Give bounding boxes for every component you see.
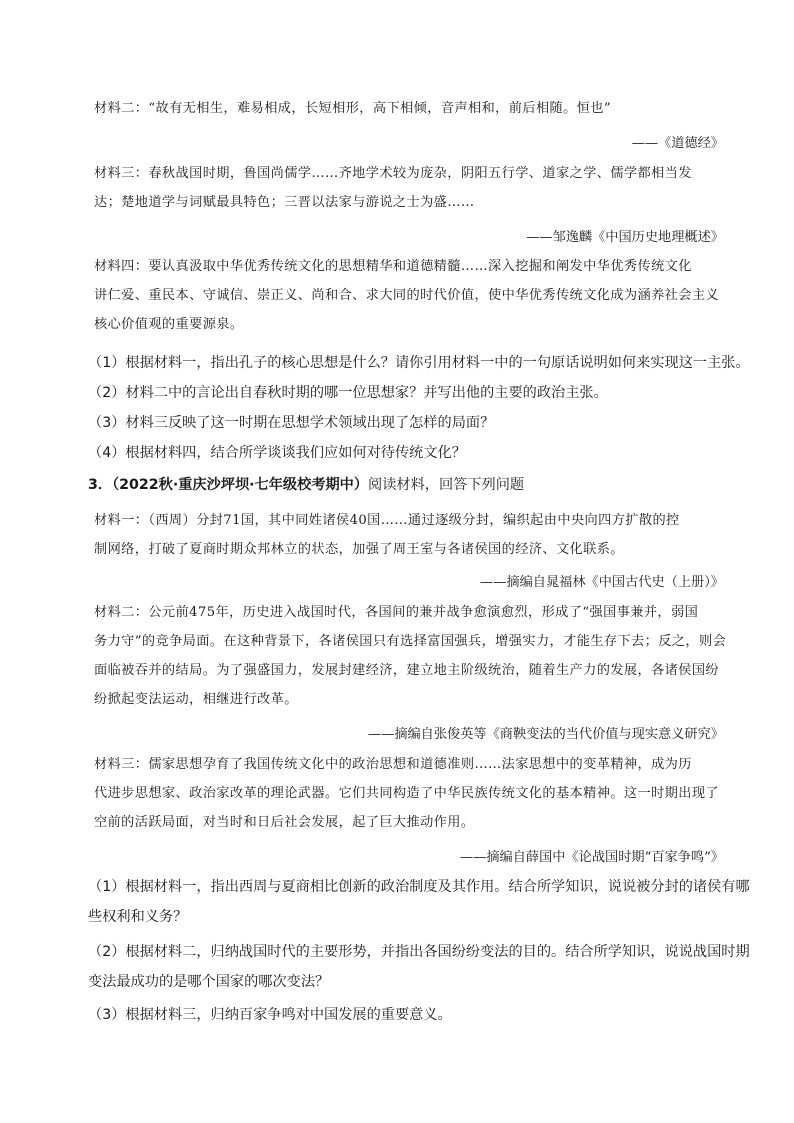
material-2-text: 材料二：“故有无相生，难易相成，长短相形，高下相倾，音声相和，前后相随。恒也” (94, 101, 612, 116)
q3-material-1-source: ——摘编自晁福林《中国古代史（上册）》 (480, 575, 724, 590)
q3-material-3-source: ——摘编自薛国中《论战国时期“百家争鸣”》 (459, 850, 724, 865)
q3-material-2-line-1: 材料二：公元前475年，历史进入战国时代，各国间的兼并战争愈演愈烈，形成了“强国事兼并，弱国 (94, 605, 699, 620)
question-3-heading (88, 474, 524, 494)
question-3: （3）材料三反映了这一时期在思想学术领域出现了怎样的局面？ (88, 415, 495, 431)
q3-material-1-line-2: 制网络，打破了夏商时期众邦林立的状态，加强了周王室与各诸侯国的经济、文化联系。 (94, 542, 624, 557)
q3-sub-question-1-line-2: 些权利和义务？ (88, 909, 188, 925)
material-3 (92, 159, 732, 217)
question-number: 3． (88, 477, 113, 493)
question-source: （2022秋·重庆沙坪坝·七年级校考期中） (112, 477, 369, 493)
q3-sub-question-1-line-1: （1）根据材料一，指出西周与夏商相比创新的政治制度及其作用。结合所学知识，说说被分封的诸侯有哪 (88, 879, 750, 895)
q3-material-2 (92, 598, 732, 714)
q3-material-3-line-2: 代进步思想家、政治家改革的理论武器。它们共同构造了中华民族传统文化的基本精神。这一时期出现了 (94, 786, 720, 801)
question-4: （4）根据材料四，结合所学谈谈我们应如何对待传统文化？ (88, 445, 466, 461)
material-3-line-2: 达；楚地道学与词赋最具特色；三晋以法家与游说之士为盛…… (94, 195, 475, 210)
q3-material-2-line-3: 面临被吞并的结局。为了强盛国力，发展封建经济，建立地主阶级统治，随着生产力的发展，各诸侯国纷 (94, 663, 720, 678)
q3-sub-question-2-line-1: （2）根据材料二，归纳战国时代的主要形势，并指出各国纷纷变法的目的。结合所学知识，说说战国时期 (88, 944, 750, 960)
q3-material-2-line-2: 务力守”的竞争局面。在这种背景下，各诸侯国只有选择富国强兵，增强实力，才能生存下去；反之，则会 (94, 634, 727, 649)
q3-material-3 (92, 750, 732, 837)
q3-material-3-line-3: 空前的活跃局面，对当时和日后社会发展，起了巨大推动作用。 (94, 815, 475, 830)
material-2 (92, 94, 732, 123)
material-2-source: ——《道德经》 (631, 136, 724, 151)
q3-material-1 (92, 506, 732, 564)
q3-material-2-source: ——摘编自张俊英等《商鞅变法的当代价值与现实意义研究》 (367, 727, 724, 742)
question-prompt: 阅读材料，回答下列问题 (368, 477, 525, 493)
question-1: （1）根据材料一，指出孔子的核心思想是什么？请你引用材料一中的一句原话说明如何来实现这一主张。 (88, 355, 750, 371)
q3-sub-question-3: （3）根据材料三，归纳百家争鸣对中国发展的重要意义。 (88, 1007, 452, 1023)
material-4-line-3: 核心价值观的重要源泉。 (94, 317, 244, 332)
material-4-line-2: 讲仁爱、重民本、守诚信、崇正义、尚和合、求大同的时代价值，使中华优秀传统文化成为涵养社会主义 (94, 288, 720, 303)
material-4-line-1: 材料四：要认真汲取中华优秀传统文化的思想精华和道德精髓……深入挖掘和阐发中华优秀传统文化 (94, 259, 692, 274)
material-4 (92, 252, 732, 339)
material-3-source: ——邹逸麟《中国历史地理概述》 (526, 230, 724, 245)
q3-material-1-line-1: 材料一：（西周）分封71国，其中同姓诸侯40国……通过逐级分封，编织起由中央向四方扩散的控 (94, 513, 680, 528)
material-3-line-1: 材料三：春秋战国时期，鲁国尚儒学……齐地学术较为庞杂，阴阳五行学、道家之学、儒学都相当发 (94, 166, 692, 181)
question-2: （2）材料二中的言论出自春秋时期的哪一位思想家？并写出他的主要的政治主张。 (88, 385, 608, 401)
q3-material-2-line-4: 纷掀起变法运动，相继进行改革。 (94, 692, 298, 707)
q3-material-3-line-1: 材料三：儒家思想孕育了我国传统文化中的政治思想和道德准则……法家思想中的变革精神，成为历 (94, 757, 692, 772)
q3-sub-question-2-line-2: 变法最成功的是哪个国家的哪次变法？ (88, 974, 330, 990)
